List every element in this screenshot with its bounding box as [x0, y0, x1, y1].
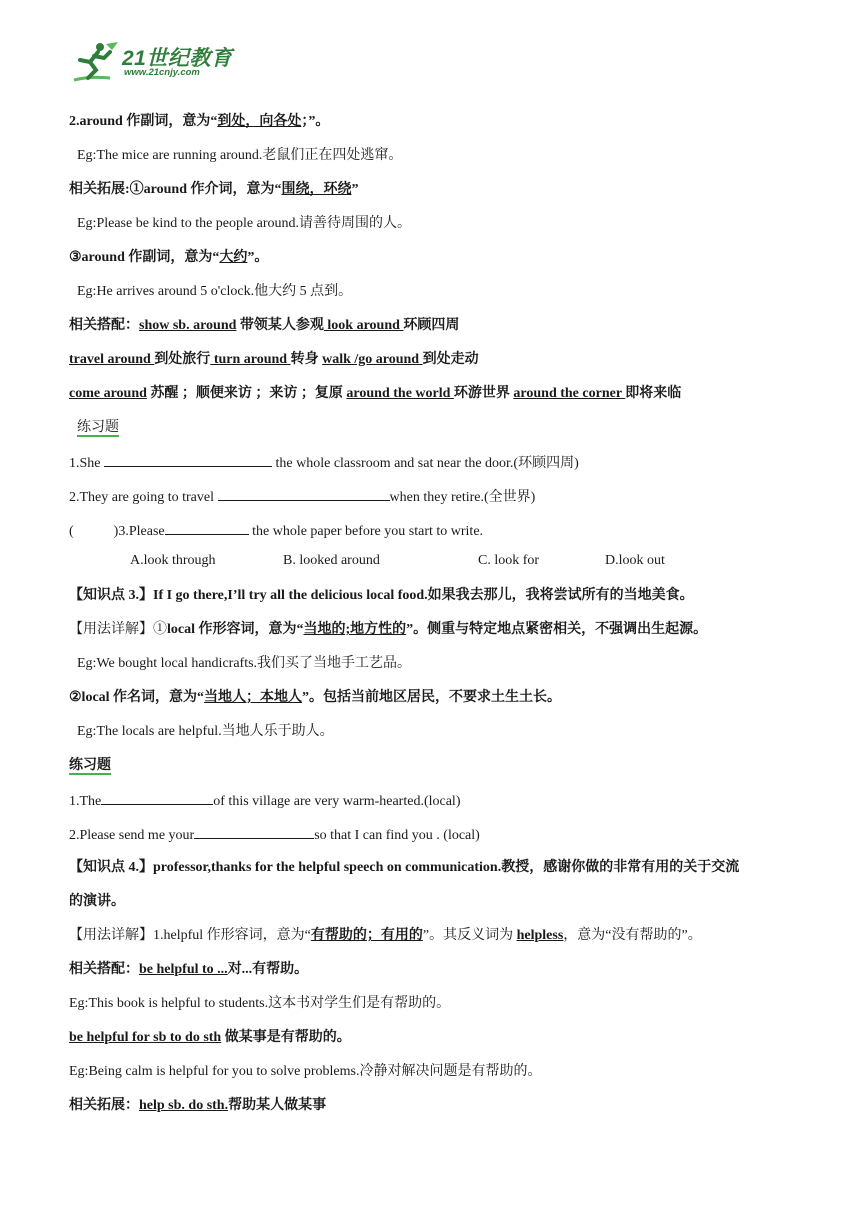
line-18: Eg:The locals are helpful.当地人乐于助人。 — [77, 724, 334, 739]
answer-blank[interactable] — [104, 453, 272, 467]
option-d[interactable]: D.look out — [605, 553, 665, 568]
exercise-1: 1.She the whole classroom and sat near the door.(环顾四周) — [69, 453, 579, 473]
line-23: 的演讲。 — [69, 894, 125, 909]
line-6: Eg:He arrives around 5 o'clock.他大约 5 点到。 — [77, 284, 353, 299]
line-27: be helpful for sb to do sth 做某事是有帮助的。 — [69, 1030, 351, 1045]
line-28: Eg:Being calm is helpful for you to solve problems.冷静对解决问题是有帮助的。 — [69, 1064, 542, 1079]
exercise-heading-2: 练习题 — [69, 758, 111, 773]
line-26: Eg:This book is helpful to students.这本书对学生们是有帮助的。 — [69, 996, 451, 1011]
line-5: ③around 作副词，意为“大约”。 — [69, 250, 269, 265]
line-25: 相关搭配：be helpful to ...对...有帮助。 — [69, 962, 309, 977]
line-7: 相关搭配：show sb. around 带领某人参观 look around 环顾四周 — [69, 318, 460, 333]
line-29: 相关拓展：help sb. do sth.帮助某人做某事 — [69, 1098, 327, 1113]
line-2: Eg:The mice are running around.老鼠们正在四处逃窜。 — [77, 148, 403, 163]
exercise-3: ( )3.Please the whole paper before you start to write. — [69, 521, 483, 541]
line-4: Eg:Please be kind to the people around.请善待周围的人。 — [77, 216, 411, 231]
line-24: 【用法详解】1.helpful 作形容词，意为“有帮助的；有用的”。其反义词为 helpless，意为“没有帮助的”。 — [69, 928, 702, 943]
logo-url: www.21cnjy.com — [124, 67, 200, 78]
exercise-5: 2.Please send me your so that I can find you . (local) — [69, 825, 480, 845]
line-17: ②local 作名词，意为“当地人；本地人”。包括当前地区居民，不要求土生土长。 — [69, 690, 562, 705]
runner-icon — [70, 40, 122, 84]
answer-blank[interactable] — [101, 791, 213, 805]
option-b[interactable]: B. looked around — [283, 553, 380, 568]
line-3: 相关拓展:①around 作介词，意为“围绕，环绕” — [69, 182, 359, 197]
knowledge-point-4: 【知识点 4.】professor,thanks for the helpful speech on communication.教授，感谢你做的非常有用的关于交流 — [69, 860, 740, 875]
logo-title: 21世纪教育 — [122, 47, 233, 70]
line-8: travel around 到处旅行 turn around 转身 walk /go around 到处走动 — [69, 352, 479, 367]
answer-blank[interactable] — [194, 825, 314, 839]
answer-blank[interactable] — [165, 521, 249, 535]
exercise-2: 2.They are going to travel when they retire.(全世界) — [69, 487, 535, 507]
option-c[interactable]: C. look for — [478, 553, 540, 568]
exercise-heading-1: 练习题 — [77, 420, 119, 435]
line-15: 【用法详解】①local 作形容词，意为“当地的;地方性的”。侧重与特定地点紧密相关，不强调出生起源。 — [69, 622, 708, 637]
line-16: Eg:We bought local handicrafts.我们买了当地手工艺品。 — [77, 656, 412, 671]
exercise-4: 1.The of this village are very warm-hearted.(local) — [69, 791, 460, 811]
knowledge-point-3: 【知识点 3.】If I go there,I’ll try all the delicious local food.如果我去那儿，我将尝试所有的当地美食。 — [69, 588, 694, 603]
logo — [70, 40, 240, 84]
option-a[interactable]: A.look through — [130, 553, 216, 568]
line-9: come around 苏醒 ；顺便来访 ；来访 ；复原 around the world 环游世界 around the corner 即将来临 — [69, 386, 682, 401]
answer-blank[interactable] — [218, 487, 390, 501]
line-1: 2.around 作副词，意为“到处，向各处；”。 — [69, 114, 330, 129]
